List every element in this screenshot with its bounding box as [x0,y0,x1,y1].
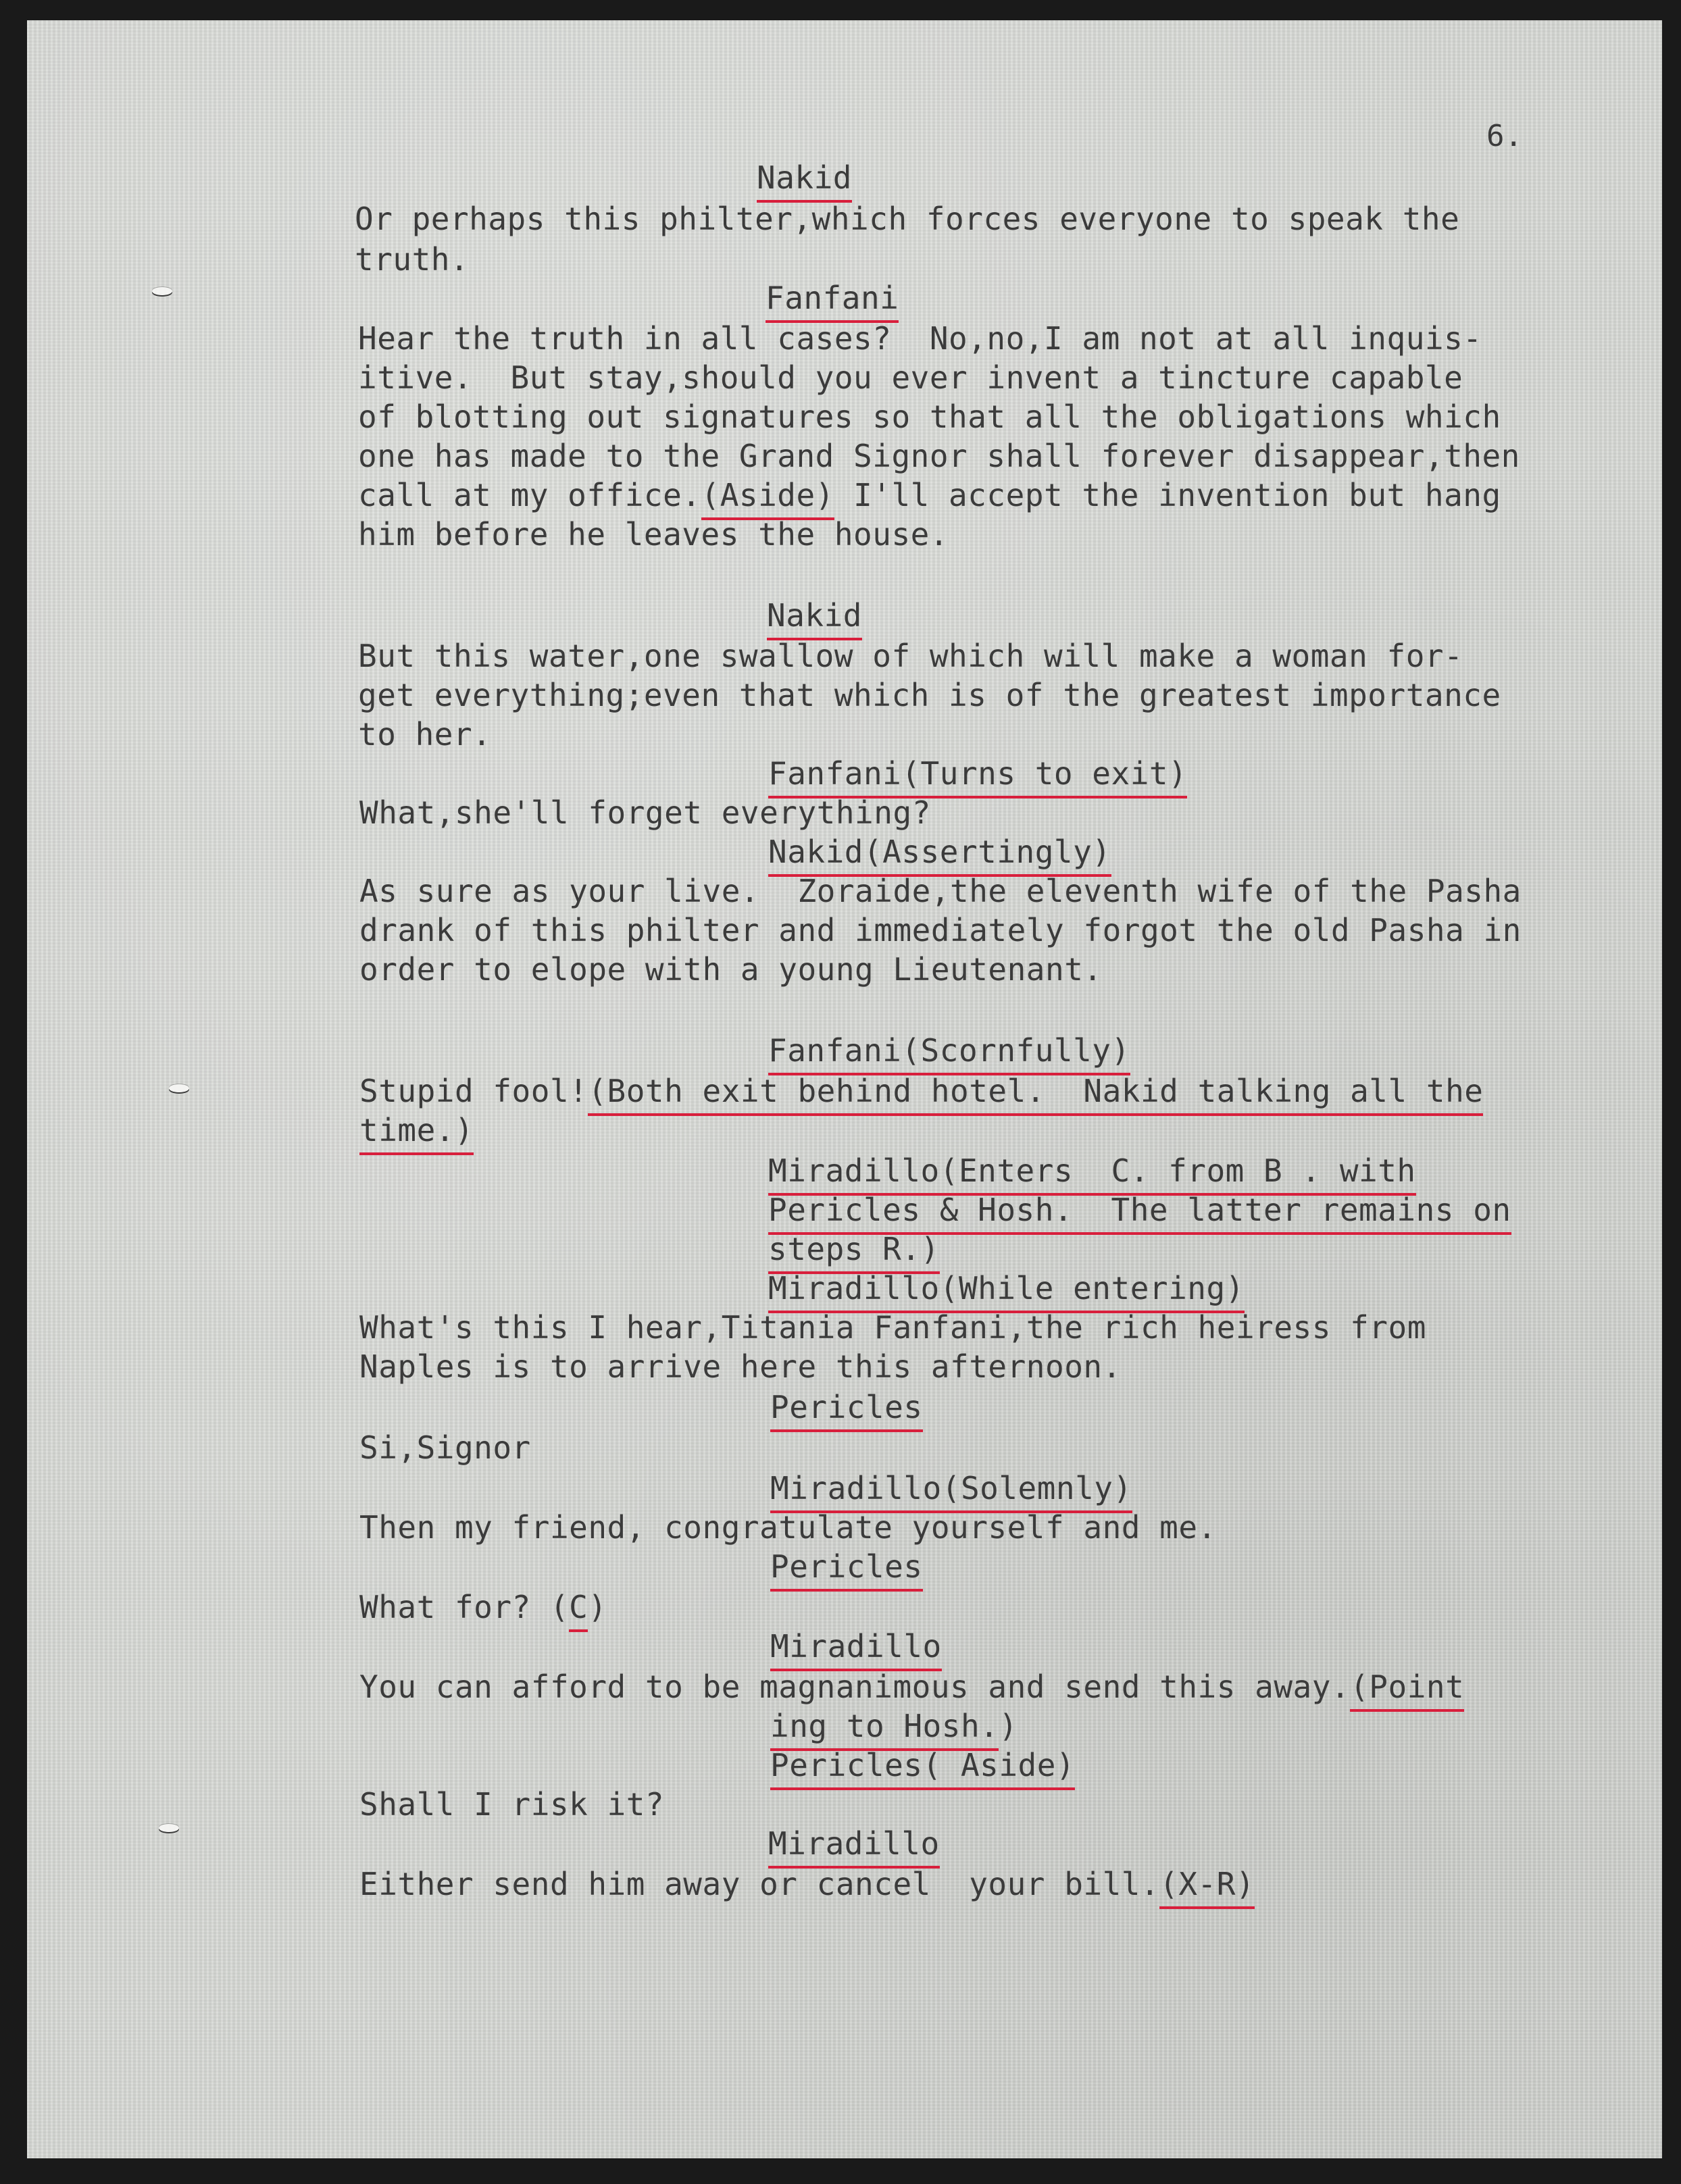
dialogue-line: of blotting out signatures so that all the obligations which [358,399,1501,435]
dialogue-text: Stupid fool! [359,1073,588,1109]
dialogue-line: him before he leaves the house. [358,516,949,553]
dialogue-line: Shall I risk it? [359,1786,665,1823]
speaker-heading [770,1470,1132,1506]
stage-direction: (Point [1350,1669,1464,1712]
dialogue-line: What,she'll forget everything? [359,794,931,831]
dialogue-text: ) [999,1708,1018,1744]
speaker-name: Miradillo(While entering) [768,1270,1245,1313]
speaker-name: Nakid(Assertingly) [768,834,1111,877]
speaker-heading [768,834,1111,870]
dialogue-line: drank of this philter and immediately forgot the old Pasha in [359,912,1522,948]
dialogue-line: order to elope with a young Lieutenant. [359,951,1103,988]
speaker-name: Nakid [767,597,862,640]
dialogue-line: Si,Signor [359,1429,531,1466]
speaker-heading [757,159,852,196]
speaker-name: Fanfani [766,280,899,323]
dialogue-line [358,477,1501,513]
dialogue-line [359,1669,1465,1705]
speaker-name: Fanfani(Turns to exit) [768,755,1187,798]
stage-direction: steps R.) [768,1231,940,1274]
speaker-name: Nakid [757,159,852,203]
stage-direction: C [569,1589,588,1632]
stage-direction-line [768,1231,940,1267]
speaker-heading [770,1628,942,1665]
dialogue-line: itive. But stay,should you ever invent a tincture capable [358,359,1463,396]
speaker-name: Fanfani(Scornfully) [768,1032,1130,1075]
dialogue-line: Then my friend, congratulate yourself and me. [359,1509,1217,1546]
dialogue-text: ) [588,1589,607,1625]
dialogue-text: What for? ( [359,1589,570,1625]
stage-direction: ing to Hosh. [770,1708,999,1751]
speaker-heading [770,1389,923,1425]
speaker-name: Pericles [770,1548,923,1592]
speaker-heading [768,1032,1130,1069]
dialogue-line: one has made to the Grand Signor shall forever disappear,then [358,438,1520,474]
stage-direction: Pericles & Hosh. The latter remains on [768,1192,1511,1235]
dialogue-line: Hear the truth in all cases? No,no,I am not at all inquis- [358,320,1482,357]
speaker-heading [767,597,862,634]
dialogue-line: What's this I hear,Titania Fanfani,the rich heiress from [359,1309,1426,1346]
stage-direction-line [768,1192,1511,1228]
speaker-heading [768,1270,1245,1306]
speaker-heading [770,1548,923,1585]
stage-direction: time.) [359,1112,474,1155]
stage-direction: (X-R) [1159,1866,1255,1909]
dialogue-line: As sure as your live. Zoraide,the eleventh wife of the Pasha [359,873,1522,909]
page-number: 6. [1486,119,1523,153]
dialogue-text: call at my office. [358,477,701,513]
stage-direction-line [768,1152,1416,1189]
speaker-name: Miradillo [768,1825,940,1869]
dialogue-line: Naples is to arrive here this afternoon. [359,1348,1122,1385]
speaker-heading [770,1747,1076,1783]
speaker-heading [768,1825,940,1862]
typescript-page [27,20,1662,2158]
punch-hole-bottom [159,1824,179,1832]
dialogue-line [359,1589,607,1625]
stage-direction-aside: (Aside) [701,477,834,520]
dialogue-text: I'll accept the invention but hang [834,477,1501,513]
dialogue-text: Either send him away or cancel your bill. [359,1866,1160,1902]
punch-hole-top [152,287,172,295]
punch-hole-middle [169,1084,189,1092]
dialogue-line [359,1075,1483,1107]
dialogue-line [770,1710,1018,1742]
stage-direction: Miradillo(Enters C. from B . with [768,1152,1416,1196]
dialogue-line: But this water,one swallow of which will make a woman for- [358,638,1463,674]
speaker-name: Pericles [770,1389,923,1432]
dialogue-line: to her. [358,716,492,753]
stage-direction: (Both exit behind hotel. Nakid talking all the [588,1073,1483,1116]
speaker-name: Pericles( Aside) [770,1747,1075,1790]
dialogue-line: Or perhaps this philter,which forces everyone to speak the [355,201,1460,237]
speaker-heading [766,280,899,316]
speaker-name: Miradillo [770,1628,942,1671]
speaker-heading [768,755,1188,792]
dialogue-text: You can afford to be magnanimous and send this away. [359,1669,1351,1705]
dialogue-line [359,1112,474,1148]
speaker-name: Miradillo(Solemnly) [770,1470,1132,1513]
dialogue-line: truth. [355,241,470,278]
dialogue-line [359,1866,1255,1902]
dialogue-line: get everything;even that which is of the greatest importance [358,677,1501,713]
